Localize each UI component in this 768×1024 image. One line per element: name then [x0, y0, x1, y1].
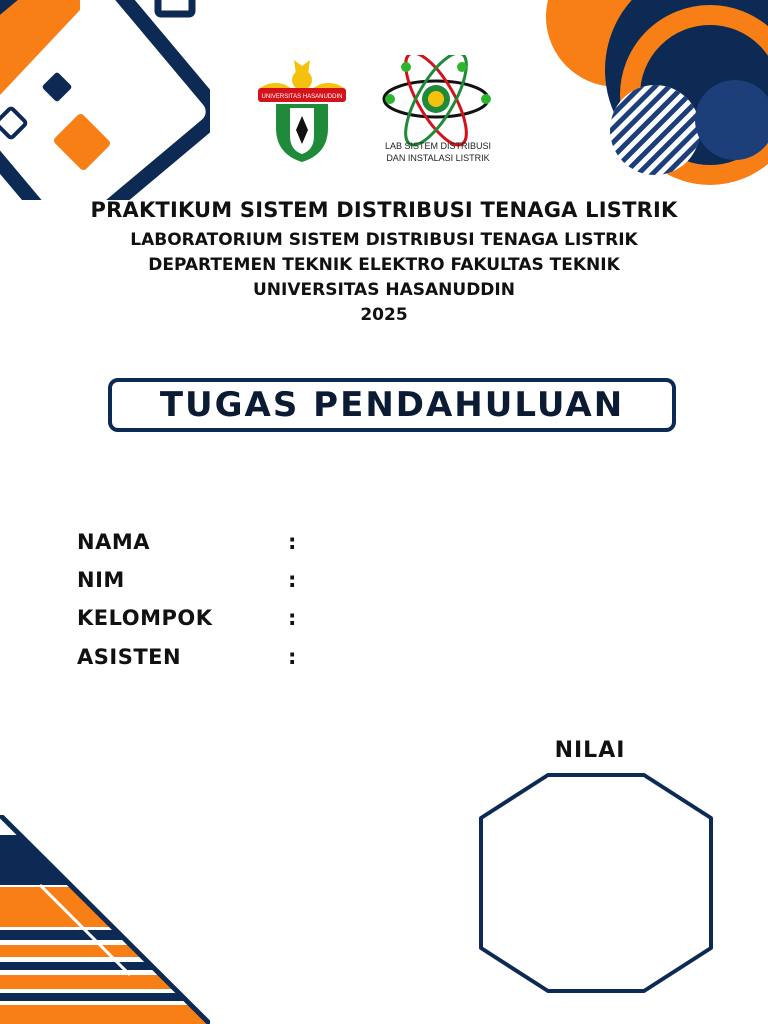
document-title: TUGAS PENDAHULUAN	[159, 385, 625, 425]
decoration-top-left	[0, 0, 210, 200]
university-name: UNIVERSITAS HASANUDDIN	[253, 280, 515, 300]
year: 2025	[360, 305, 408, 325]
form-label-nama: NAMA	[77, 530, 150, 554]
document-title-box	[108, 378, 676, 432]
laboratory-name: LABORATORIUM SISTEM DISTRIBUSI TENAGA LISTRIK	[130, 230, 638, 250]
decoration-bottom-left	[0, 815, 210, 1024]
university-logo	[256, 58, 348, 163]
form-colon-nim: :	[288, 568, 297, 592]
form-label-kelompok: KELOMPOK	[77, 606, 213, 630]
decoration-top-right	[540, 0, 768, 220]
form-label-asisten: ASISTEN	[77, 645, 182, 669]
department-name: DEPARTEMEN TEKNIK ELEKTRO FAKULTAS TEKNIK	[148, 255, 620, 275]
form-colon-kelompok: :	[288, 606, 297, 630]
lab-name-line1: LAB SISTEM DISTRIBUSI	[384, 141, 492, 151]
university-banner: UNIVERSITAS HASANUDDIN	[261, 94, 343, 100]
lab-logo	[380, 55, 496, 167]
form-label-nim: NIM	[77, 568, 125, 592]
form-colon-asisten: :	[288, 645, 297, 669]
score-label: NILAI	[554, 738, 626, 763]
score-box	[478, 772, 714, 994]
course-title: PRAKTIKUM SISTEM DISTRIBUSI TENAGA LISTRIK	[90, 198, 678, 222]
form-colon-nama: :	[288, 530, 297, 554]
lab-name-line2: DAN INSTALASI LISTRIK	[386, 153, 490, 163]
